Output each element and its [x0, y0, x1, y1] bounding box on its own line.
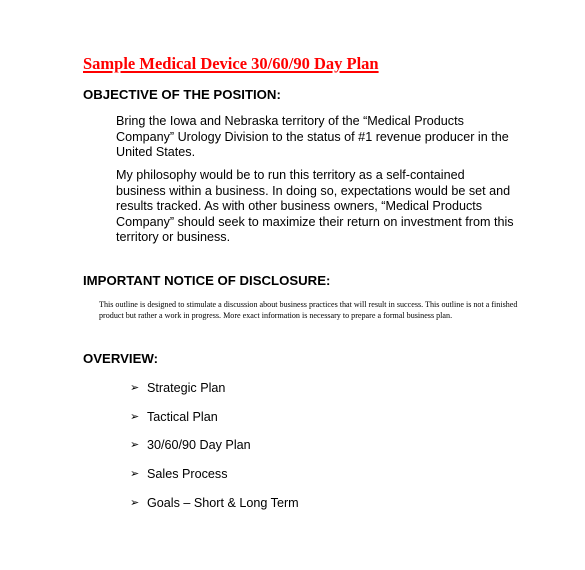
overview-item-sales-process	[130, 466, 299, 495]
disclosure-heading: IMPORTANT NOTICE OF DISCLOSURE:	[83, 273, 331, 288]
arrow-bullet-icon: ➢	[130, 468, 140, 481]
arrow-bullet-icon: ➢	[130, 410, 140, 423]
overview-item-30-60-90-day-plan	[130, 437, 299, 466]
objective-heading: OBJECTIVE OF THE POSITION:	[83, 87, 281, 102]
overview-item-label: Sales Process	[147, 467, 228, 482]
arrow-bullet-icon: ➢	[130, 439, 140, 452]
objective-paragraph-2: My philosophy would be to run this territory as a self-contained business within a business. In doing so, expectations would be set and results tracked. As with other business owners, “Medical Products Company” should seek to maximize their return on investment from this territory or business.	[116, 168, 514, 244]
overview-item-label: 30/60/90 Day Plan	[147, 438, 251, 453]
overview-item-goals	[130, 495, 299, 524]
objective-paragraph-1: Bring the Iowa and Nebraska territory of the “Medical Products Company” Urology Division to the status of #1 revenue producer in the United States.	[116, 114, 509, 159]
document-title: Sample Medical Device 30/60/90 Day Plan	[83, 54, 379, 73]
arrow-bullet-icon: ➢	[130, 496, 140, 509]
overview-item-tactical-plan	[130, 409, 299, 438]
overview-heading: OVERVIEW:	[83, 351, 158, 366]
disclosure-text: This outline is designed to stimulate a discussion about business practices that will result in success. This outline is not a finished product but rather a work in progress. More exact information is necessary to prepare a formal business plan.	[99, 300, 518, 320]
overview-item-strategic-plan	[130, 380, 299, 409]
overview-item-label: Tactical Plan	[147, 409, 218, 424]
arrow-bullet-icon: ➢	[130, 382, 140, 394]
overview-list	[130, 380, 299, 523]
overview-item-label: Strategic Plan	[147, 381, 226, 395]
overview-item-label: Goals – Short & Long Term	[147, 495, 299, 510]
